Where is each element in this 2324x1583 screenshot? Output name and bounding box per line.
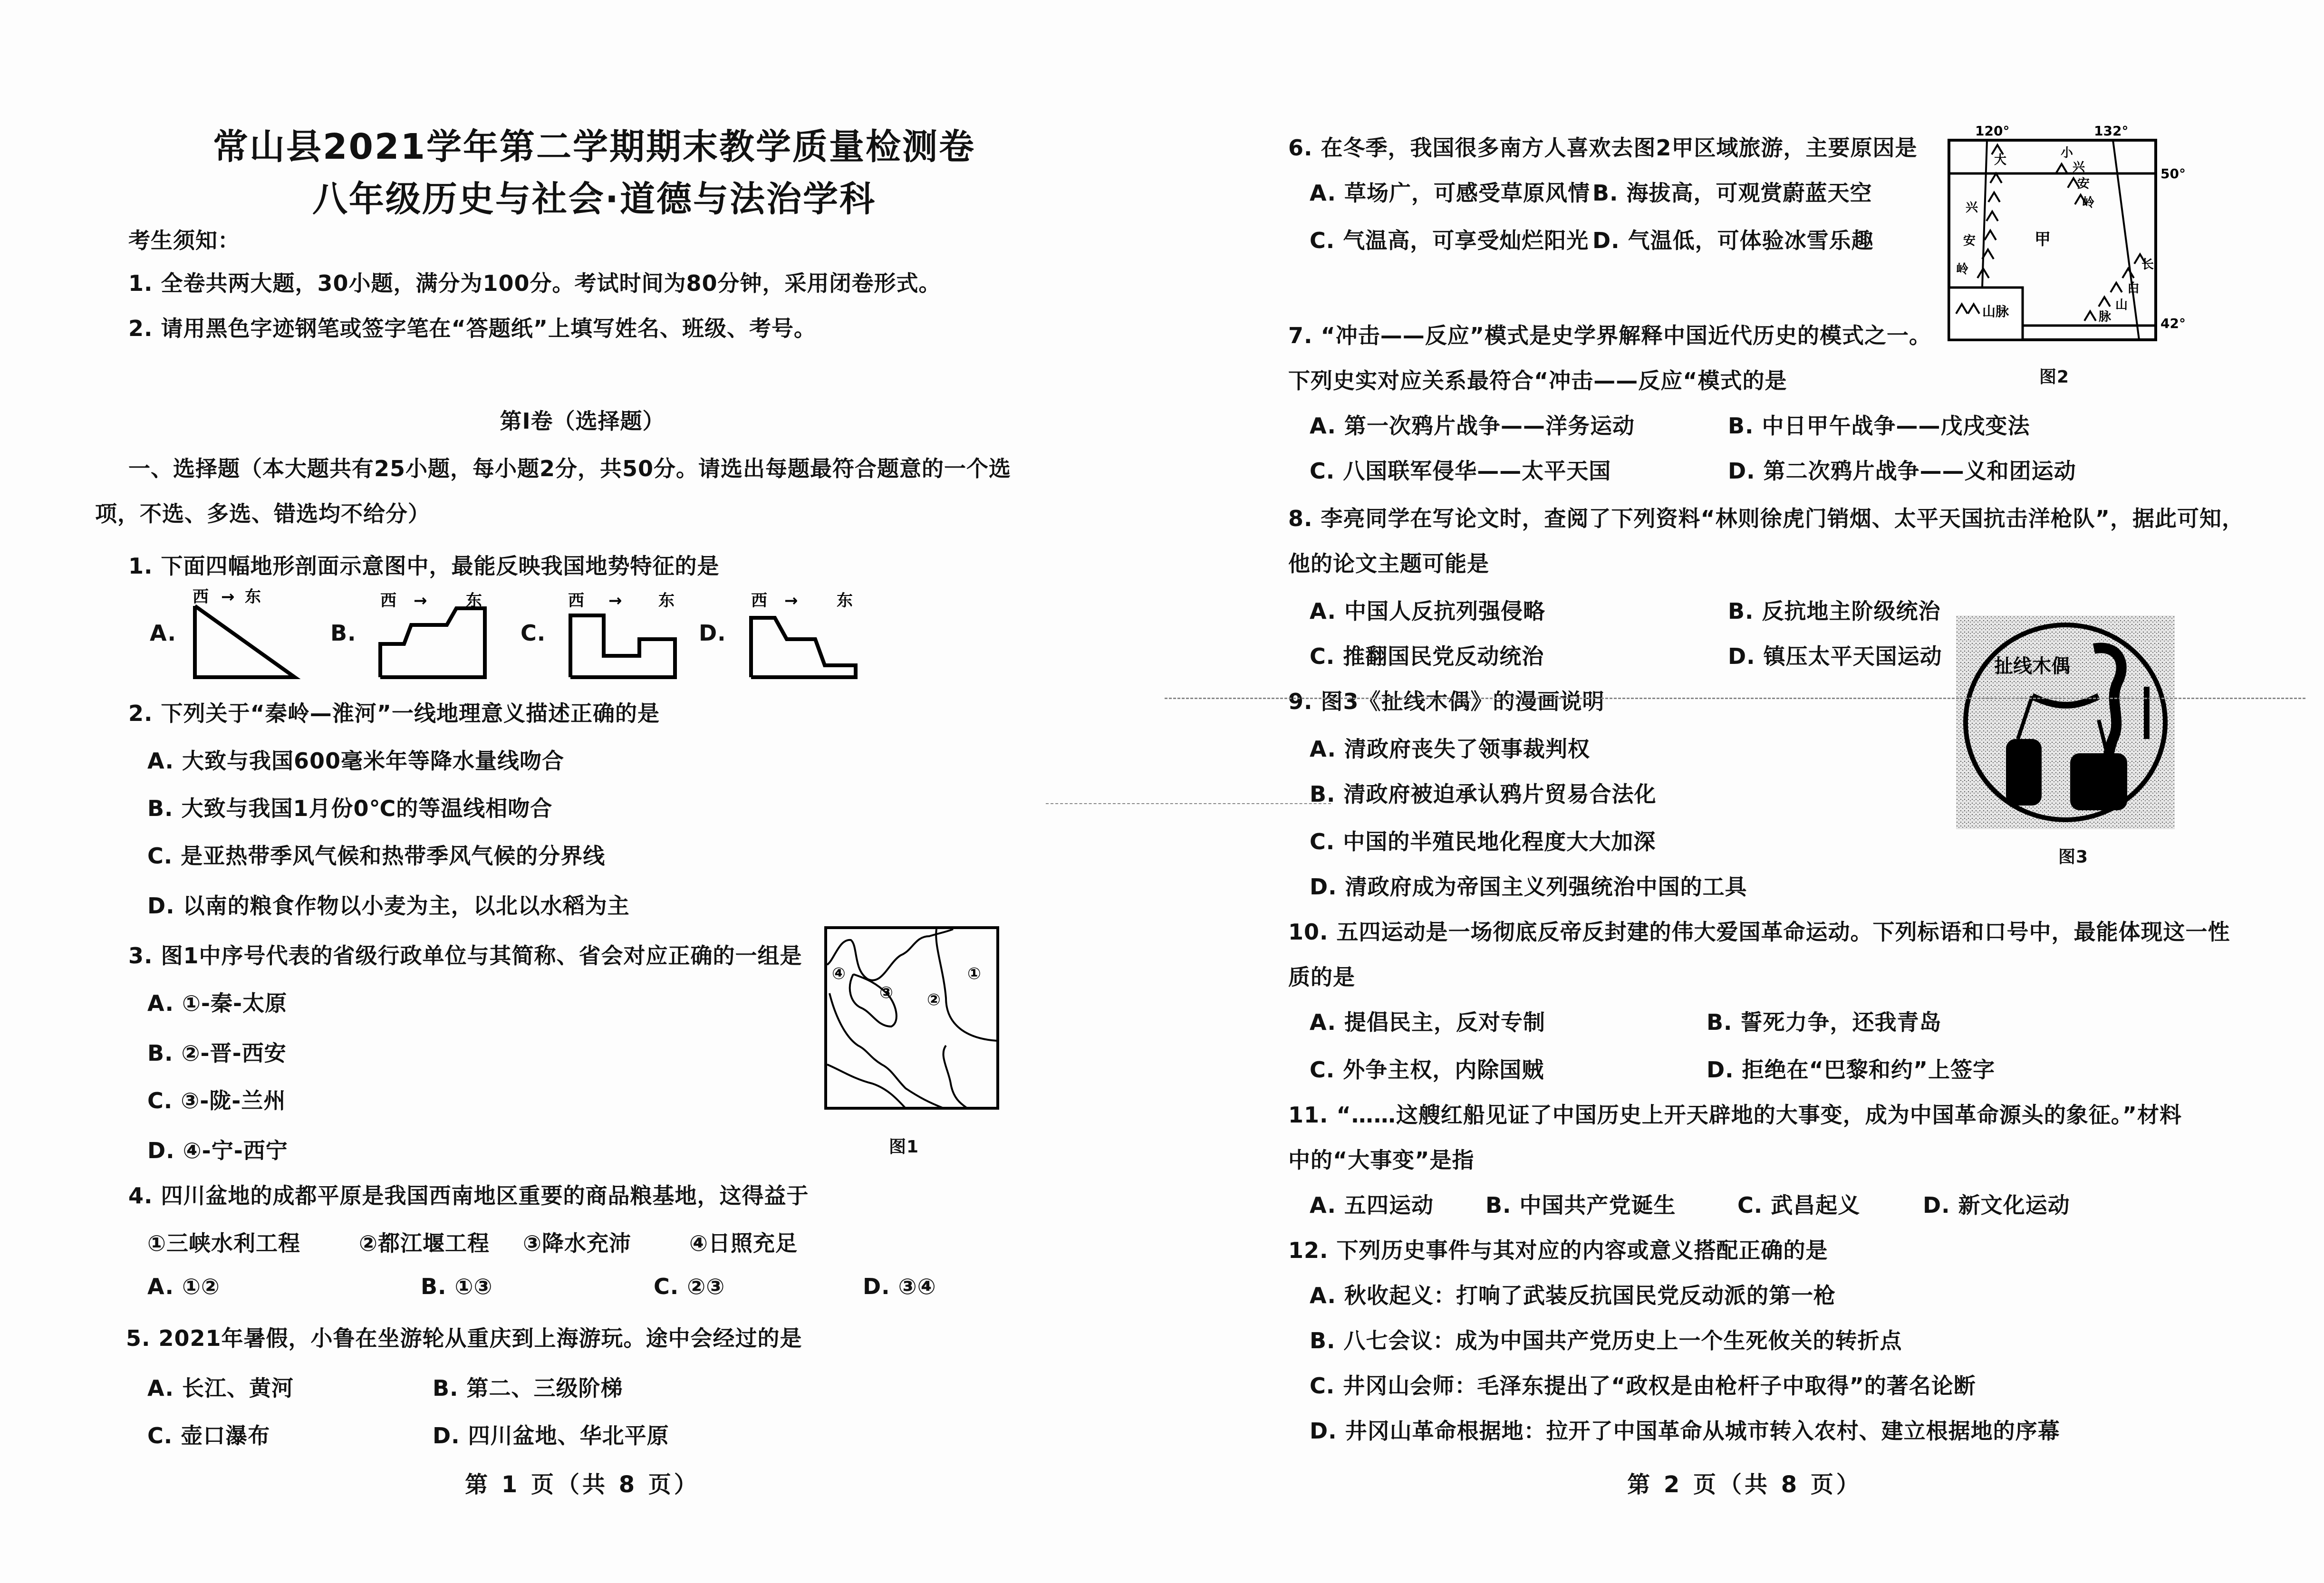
- q6-option-d[interactable]: D. 气温低，可体验冰雪乐趣: [1592, 228, 1874, 253]
- exam-subtitle: 八年级历史与社会·道德与法治学科: [312, 179, 877, 220]
- q7-option-a[interactable]: A. 第一次鸦片战争——洋务运动: [1310, 413, 1635, 439]
- q8-option-b[interactable]: B. 反抗地主阶级统治: [1728, 598, 1941, 624]
- q10-option-c[interactable]: C. 外争主权，内除国贼: [1310, 1057, 1544, 1083]
- q4-item-4: ④日照充足: [689, 1230, 798, 1256]
- q9-option-c[interactable]: C. 中国的半殖民地化程度大大加深: [1310, 829, 1656, 854]
- question-10-stem-1: 10. 五四运动是一场彻底反帝反封建的伟大爱国革命运动。下列标语和口号中，最能体现这一性: [1288, 919, 2230, 945]
- svg-text:→: →: [414, 591, 427, 610]
- east-label: 东: [245, 587, 261, 606]
- svg-text:白: 白: [2127, 281, 2140, 296]
- question-4-stem: 4. 四川盆地的成都平原是我国西南地区重要的商品粮基地，这得益于: [128, 1183, 809, 1209]
- figure-2-northeast-map: [1947, 123, 2186, 354]
- svg-text:岭: 岭: [1956, 262, 1969, 277]
- question-5-stem: 5. 2021年暑假，小鲁在坐游轮从重庆到上海游玩。途中会经过的是: [126, 1325, 802, 1351]
- svg-text:西: 西: [751, 591, 767, 610]
- q8-option-a[interactable]: A. 中国人反抗列强侵略: [1310, 598, 1545, 624]
- lon-132-label: 132°: [2094, 123, 2129, 139]
- q6-option-c[interactable]: C. 气温高，可享受灿烂阳光: [1310, 228, 1589, 253]
- west-label: 西: [193, 587, 209, 606]
- q4-item-1: ①三峡水利工程: [147, 1230, 300, 1256]
- svg-text:东: 东: [837, 591, 853, 610]
- region-jia-label: 甲: [2035, 230, 2051, 249]
- question-11-stem-1: 11. “……这艘红船见证了中国历史上开天辟地的大事变，成为中国革命源头的象征。”材料: [1288, 1102, 2182, 1128]
- svg-text:→: →: [221, 587, 235, 606]
- q12-option-c[interactable]: C. 井冈山会师：毛泽东提出了“政权是由枪杆子中取得”的著名论断: [1310, 1373, 1976, 1399]
- question-3-stem: 3. 图1中序号代表的省级行政单位与其简称、省会对应正确的一组是: [128, 943, 802, 969]
- figure-1-province-map: [825, 927, 1001, 1112]
- q4-option-a[interactable]: A. ①②: [147, 1274, 220, 1299]
- q10-option-b[interactable]: B. 誓死力争，还我青岛: [1707, 1009, 1942, 1035]
- scan-artifact-line: [1046, 803, 1331, 804]
- question-11-stem-2: 中的“大事变”是指: [1288, 1147, 1475, 1173]
- svg-text:脉: 脉: [2099, 310, 2112, 324]
- svg-text:→: →: [784, 591, 798, 610]
- svg-text:小: 小: [2061, 146, 2073, 160]
- question-10-stem-2: 质的是: [1288, 964, 1355, 990]
- q10-option-a[interactable]: A. 提倡民主，反对专制: [1310, 1009, 1545, 1035]
- q1-option-d[interactable]: D.: [699, 620, 726, 646]
- q3-option-a[interactable]: A. ①-秦-太原: [147, 990, 288, 1016]
- question-7-stem-1: 7. “冲击——反应”模式是史学界解释中国近代历史的模式之一。: [1288, 323, 1931, 348]
- exam-title: 常山县2021学年第二学期期末教学质量检测卷: [213, 126, 975, 167]
- question-7-stem-2: 下列史实对应关系最符合“冲击——反应“模式的是: [1288, 368, 1787, 393]
- terrain-profile-c: [568, 587, 682, 682]
- q11-option-b[interactable]: B. 中国共产党诞生: [1485, 1192, 1676, 1218]
- q9-option-d[interactable]: D. 清政府成为帝国主义列强统治中国的工具: [1310, 874, 1747, 900]
- svg-text:山: 山: [2115, 298, 2128, 312]
- map-marker-1: ①: [967, 964, 981, 983]
- exam-page-2: [1260, 0, 2324, 1583]
- notice-label: 考生须知：: [128, 228, 240, 253]
- q1-option-c[interactable]: C.: [521, 620, 546, 646]
- changbai-mountains-label: [2099, 258, 2154, 324]
- q11-option-c[interactable]: C. 武昌起义: [1737, 1192, 1861, 1218]
- q6-option-b[interactable]: B. 海拔高，可观赏蔚蓝天空: [1592, 180, 1872, 206]
- svg-text:西: 西: [380, 591, 396, 610]
- q5-option-d[interactable]: D. 四川盆地、华北平原: [433, 1423, 669, 1449]
- q3-option-d[interactable]: D. ④-宁-西宁: [147, 1138, 288, 1163]
- lat-42-label: 42°: [2160, 316, 2186, 331]
- q4-option-c[interactable]: C. ②③: [654, 1274, 725, 1299]
- svg-text:安: 安: [1963, 234, 1976, 248]
- volume-title: 第Ⅰ卷（选择题）: [500, 408, 665, 434]
- q3-option-b[interactable]: B. ②-晋-西安: [147, 1040, 287, 1066]
- question-9-stem: 9. 图3《扯线木偶》的漫画说明: [1288, 689, 1605, 714]
- q1-option-b[interactable]: B.: [330, 620, 357, 646]
- q9-option-b[interactable]: B. 清政府被迫承认鸦片贸易合法化: [1310, 781, 1657, 807]
- figure-1-caption: 图1: [889, 1137, 919, 1157]
- q5-option-b[interactable]: B. 第二、三级阶梯: [433, 1375, 623, 1401]
- q12-option-a[interactable]: A. 秋收起义：打响了武装反抗国民党反动派的第一枪: [1310, 1283, 1836, 1308]
- svg-text:岭: 岭: [2082, 196, 2095, 210]
- q5-option-c[interactable]: C. 壶口瀑布: [147, 1423, 270, 1449]
- map-marker-4: ④: [832, 964, 846, 983]
- q8-option-c[interactable]: C. 推翻国民党反动统治: [1310, 643, 1544, 669]
- q9-option-a[interactable]: A. 清政府丧失了领事裁判权: [1310, 736, 1590, 762]
- notice-item-1: 1. 全卷共两大题，30小题，满分为100分。考试时间为80分钟，采用闭卷形式。: [128, 270, 941, 296]
- q7-option-d[interactable]: D. 第二次鸦片战争——义和团运动: [1728, 458, 2076, 484]
- q4-option-b[interactable]: B. ①③: [421, 1274, 493, 1299]
- svg-text:安: 安: [2077, 177, 2090, 191]
- q2-option-b[interactable]: B. 大致与我国1月份0℃的等温线相吻合: [147, 796, 553, 821]
- terrain-profile-b: [378, 587, 492, 682]
- q3-option-c[interactable]: C. ③-陇-兰州: [147, 1088, 286, 1113]
- figure-2-caption: 图2: [2039, 367, 2070, 387]
- q10-option-d[interactable]: D. 拒绝在“巴黎和约”上签字: [1707, 1057, 1996, 1083]
- q4-option-d[interactable]: D. ③④: [863, 1274, 936, 1299]
- q12-option-d[interactable]: D. 井冈山革命根据地：拉开了中国革命从城市转入农村、建立根据地的序幕: [1310, 1418, 2060, 1444]
- scan-artifact-line: [1165, 698, 2305, 699]
- svg-text:西: 西: [568, 591, 584, 610]
- figure-3-caption: 图3: [2058, 847, 2089, 867]
- q7-option-b[interactable]: B. 中日甲午战争——戊戌变法: [1728, 413, 2030, 439]
- question-1-stem: 1. 下面四幅地形剖面示意图中，最能反映我国地势特征的是: [128, 553, 720, 579]
- svg-text:东: 东: [658, 591, 675, 610]
- svg-text:兴: 兴: [1966, 201, 1978, 215]
- lat-50-label: 50°: [2160, 166, 2186, 182]
- q11-option-d[interactable]: D. 新文化运动: [1923, 1192, 2070, 1218]
- svg-text:大: 大: [1994, 153, 2007, 167]
- q5-option-a[interactable]: A. 长江、黄河: [147, 1375, 294, 1401]
- q2-option-c[interactable]: C. 是亚热带季风气候和热带季风气候的分界线: [147, 843, 606, 869]
- page-number-1: 第 1 页（共 8 页）: [465, 1471, 700, 1498]
- cartoon-title: 扯线木偶: [1994, 655, 2070, 677]
- svg-text:兴: 兴: [2073, 160, 2085, 174]
- question-2-stem: 2. 下列关于“秦岭—淮河”一线地理意义描述正确的是: [128, 700, 660, 726]
- figure-3-puppet-cartoon: [1956, 615, 2175, 829]
- q11-option-a[interactable]: A. 五四运动: [1310, 1192, 1434, 1218]
- q8-option-d[interactable]: D. 镇压太平天国运动: [1728, 643, 1942, 669]
- map-marker-3: ③: [879, 983, 893, 1002]
- svg-text:长: 长: [2141, 258, 2154, 272]
- mountain-range-label: 山脉: [1982, 304, 2009, 319]
- map-marker-2: ②: [927, 990, 941, 1009]
- terrain-profile-a: [193, 587, 302, 682]
- q7-option-c[interactable]: C. 八国联军侵华——太平天国: [1310, 458, 1611, 484]
- section-instructions-2: 项，不选、多选、错选均不给分）: [95, 501, 430, 527]
- q1-option-a[interactable]: A.: [150, 620, 176, 646]
- svg-text:东: 东: [466, 591, 482, 610]
- svg-text:→: →: [608, 591, 622, 610]
- q2-option-d[interactable]: D. 以南的粮食作物以小麦为主，以北以水稻为主: [147, 893, 630, 919]
- section-instructions-1: 一、选择题（本大题共有25小题，每小题2分，共50分。请选出每题最符合题意的一个选: [128, 456, 1012, 481]
- q12-option-b[interactable]: B. 八七会议：成为中国共产党历史上一个生死攸关的转折点: [1310, 1328, 1902, 1353]
- lon-120-label: 120°: [1975, 123, 2010, 139]
- question-8-stem-2: 他的论文主题可能是: [1288, 551, 1489, 576]
- terrain-profile-d: [749, 587, 863, 682]
- exam-page-1: [0, 0, 1160, 1583]
- q4-item-3: ③降水充沛: [523, 1230, 631, 1256]
- greater-khingan-label: [1956, 153, 2006, 277]
- q4-item-2: ②都江堰工程: [359, 1230, 490, 1256]
- page-number-2: 第 2 页（共 8 页）: [1627, 1471, 1862, 1498]
- q2-option-a[interactable]: A. 大致与我国600毫米年等降水量线吻合: [147, 748, 564, 774]
- q6-option-a[interactable]: A. 草场广，可感受草原风情: [1310, 180, 1590, 206]
- question-6-stem: 6. 在冬季，我国很多南方人喜欢去图2甲区域旅游，主要原因是: [1288, 135, 1918, 161]
- question-8-stem-1: 8. 李亮同学在写论文时，查阅了下列资料“林则徐虎门销烟、太平天国抗击洋枪队”，据此可知，: [1288, 506, 2244, 531]
- question-12-stem: 12. 下列历史事件与其对应的内容或意义搭配正确的是: [1288, 1238, 1828, 1263]
- notice-item-2: 2. 请用黑色字迹钢笔或签字笔在“答题纸”上填写姓名、班级、考号。: [128, 316, 816, 341]
